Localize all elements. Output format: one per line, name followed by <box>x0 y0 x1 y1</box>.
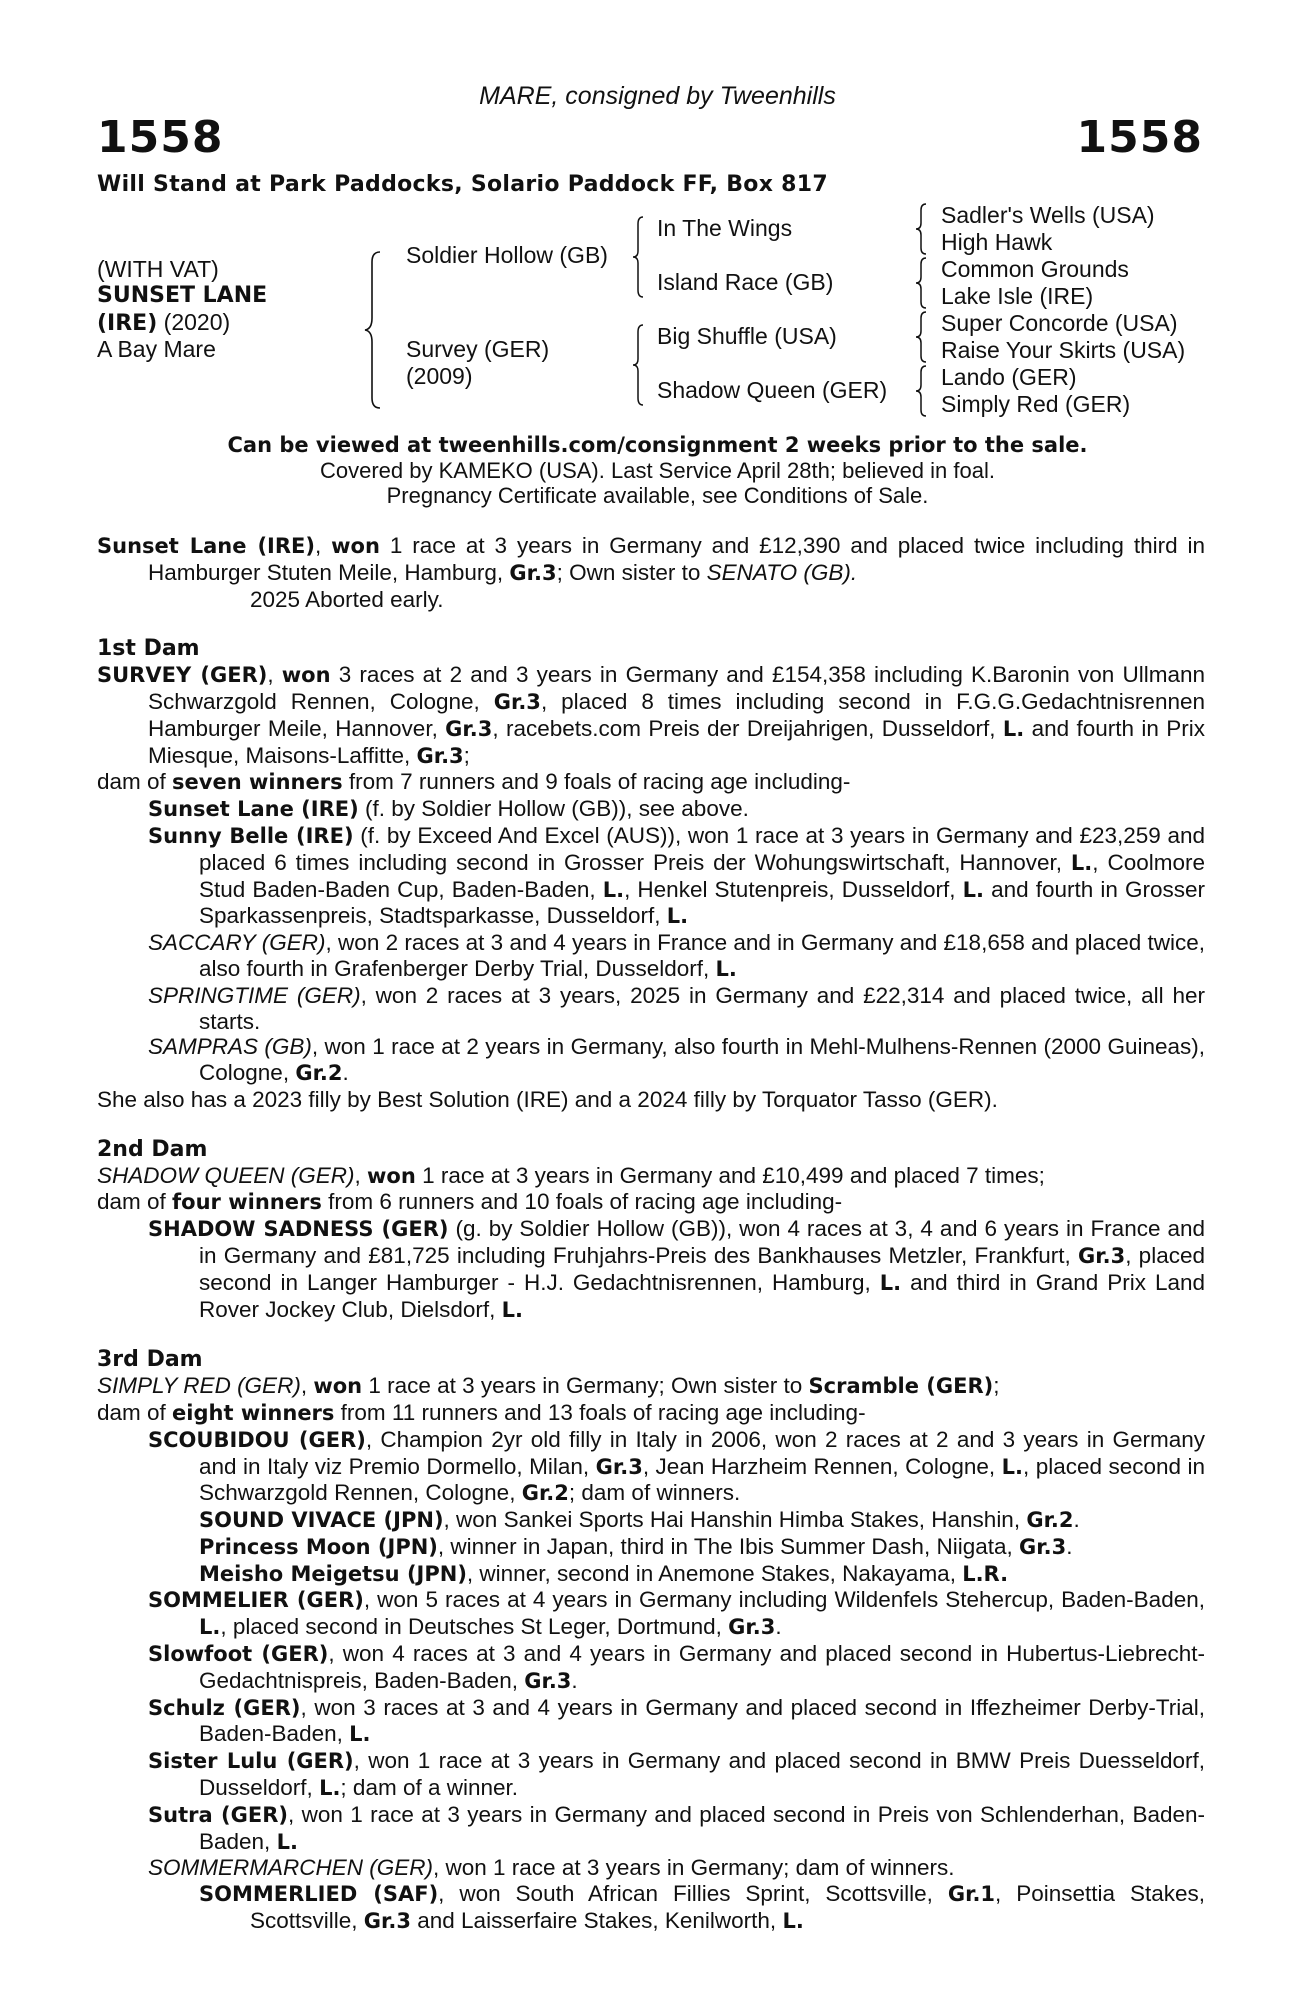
first-dam-produce-line <box>97 769 1205 796</box>
produce-schulz <box>148 1695 1205 1749</box>
bracket-sire <box>630 215 646 299</box>
third-dam-damof: dam of <box>97 1399 173 1425</box>
sire-sire: In The Wings <box>657 215 793 241</box>
pedigree-body <box>97 533 1205 1935</box>
produce-scoubidou <box>148 1427 1205 1507</box>
granddam-4: Simply Red (GER) <box>941 391 1131 417</box>
consignor-line: MARE, consigned by Tweenhills <box>479 82 836 110</box>
third-dam-won: won <box>313 1374 363 1399</box>
sire-name: Soldier Hollow (GB) <box>406 242 608 268</box>
produce-text: . <box>571 1667 578 1693</box>
produce-text: . <box>342 1060 349 1086</box>
first-dam-heading: 1st Dam <box>97 636 200 662</box>
second-dam-paragraph: SHADOW QUEEN (GER), won 1 race at 3 years in Germany and £10,499 and placed 7 times; <box>97 1162 1045 1188</box>
dam-sire: Big Shuffle (USA) <box>657 323 837 349</box>
bracket-g1 <box>914 202 928 256</box>
third-dam-winners: eight winners <box>172 1400 335 1425</box>
third-dam-sister: Scramble (GER) <box>808 1374 994 1399</box>
listed-label: L. <box>879 1270 902 1295</box>
dam-name: Survey (GER) <box>406 336 550 362</box>
produce-springtime <box>148 983 1205 1035</box>
horse-name-country-year <box>97 309 230 337</box>
pregnancy-note: Pregnancy Certificate available, see Conditions of Sale. <box>386 483 929 508</box>
second-dam-produce-line <box>97 1189 1205 1216</box>
first-dam-text-5: ; <box>463 742 470 768</box>
produce-text: . <box>1066 1533 1073 1559</box>
viewing-note: Can be viewed at tweenhills.com/consignment 2 weeks prior to the sale. <box>227 433 1088 457</box>
produce-text: , Henkel Stutenpreis, Dusseldorf, <box>624 876 963 902</box>
produce-text: , Jean Harzheim Rennen, Cologne, <box>642 1453 1002 1479</box>
listed-label: L. <box>715 956 737 981</box>
produce-text: ; dam of winners. <box>568 1480 741 1506</box>
grade-label: Gr.2 <box>1026 1508 1074 1533</box>
produce-name: Sunny Belle (IRE) <box>148 823 354 848</box>
bracket-main <box>362 250 384 410</box>
produce-text: , won 5 races at 4 years in Germany including Wildenfels Stehercup, Baden-Baden, <box>363 1587 1205 1613</box>
grandsire-4: Lando (GER) <box>941 364 1077 390</box>
listed-label: L. <box>199 1615 221 1640</box>
produce-name: SCOUBIDOU (GER) <box>148 1427 366 1452</box>
produce-name: SOUND VIVACE (JPN) <box>199 1508 444 1533</box>
produce-name: SOMMERLIED (SAF) <box>199 1882 439 1907</box>
first-dam-listed: L. <box>1002 716 1025 741</box>
listed-label: L. <box>349 1722 371 1747</box>
produce-name: Sister Lulu (GER) <box>148 1749 354 1774</box>
produce-text: , won 1 race at 3 years in Germany and placed second in BMW Preis Duesseldorf, Dusseldorf, <box>199 1748 1205 1801</box>
produce-name: Sunset Lane (IRE) <box>148 797 359 822</box>
listed-label: L. <box>602 877 625 902</box>
produce-sommelier <box>148 1587 1205 1641</box>
produce-saccary <box>148 930 1205 983</box>
produce-name: Slowfoot (GER) <box>148 1642 329 1667</box>
produce-text: and Laisserfaire Stakes, Kenilworth, <box>411 1908 783 1934</box>
produce-text: , Coolmore Stud Baden-Baden Cup, Baden-Baden, <box>199 849 1205 902</box>
produce-text: . <box>775 1614 782 1640</box>
listed-label: L.R. <box>962 1561 1009 1586</box>
produce-text: and fourth in Grosser Sparkassenpreis, Stadtsparkasse, Dusseldorf, <box>199 876 1205 929</box>
produce-sunset-lane <box>148 796 1205 823</box>
produce-text: , placed second in Langer Hamburger - H.J. Gedachtnisrennen, Hamburg, <box>199 1242 1205 1295</box>
produce-sutra <box>148 1802 1205 1856</box>
dam-year: (2009) <box>406 363 473 389</box>
produce-name: SACCARY (GER) <box>148 930 326 956</box>
intro-sister: SENATO (GB). <box>706 559 858 585</box>
vat-note: (WITH VAT) <box>97 256 219 282</box>
lot-number-right: 1558 <box>1076 112 1203 163</box>
listed-label: L. <box>276 1829 298 1854</box>
produce-text: , won South African Fillies Sprint, Scottsville, <box>438 1881 948 1907</box>
produce-name: SAMPRAS (GB) <box>148 1034 312 1060</box>
bracket-dam <box>630 323 646 407</box>
horse-year: (2020) <box>157 309 231 335</box>
produce-text: , Champion 2yr old filly in Italy in 2006, won 2 races at 2 and 3 years in Germany and in Italy viz Premio Dormello, Milan, <box>199 1426 1205 1479</box>
second-dam-damof: dam of <box>97 1189 173 1215</box>
dam-dam: Shadow Queen (GER) <box>657 377 888 403</box>
produce-text: (g. by Soldier Hollow (GB)), won 4 races at 3, 4 and 6 years in France and in Germany and £81,725 including Fruhjahrs-Preis des Bankhauses Metzler, Frankfurt, <box>199 1216 1205 1268</box>
grade-label: Gr.3 <box>524 1668 572 1693</box>
produce-text: . <box>1073 1507 1080 1533</box>
grade-label: Gr.1 <box>947 1882 996 1907</box>
first-dam-name: SURVEY (GER) <box>97 663 268 688</box>
third-dam-text: 1 race at 3 years in Germany; Own sister to <box>362 1373 809 1399</box>
lot-number-left: 1558 <box>97 112 224 163</box>
sire-dam: Island Race (GB) <box>657 269 834 295</box>
first-dam-runners: from 7 runners and 9 foals of racing age including- <box>342 769 851 795</box>
intro-won: won <box>331 534 380 558</box>
produce-name: Meisho Meigetsu (JPN) <box>199 1561 467 1586</box>
second-dam-text: 1 race at 3 years in Germany and £10,499 and placed 7 times; <box>415 1162 1045 1188</box>
produce-text: , won 1 race at 2 years in Germany, also fourth in Mehl-Mulhens-Rennen (2000 Guineas), Cologne, <box>199 1034 1205 1086</box>
produce-text: (f. by Exceed And Excel (AUS)), won 1 race at 3 years in Germany and £23,259 and placed 6 times including second in Grosser Preis der Wohungswirtschaft, Hannover, <box>199 822 1205 875</box>
produce-sister-lulu <box>148 1748 1205 1802</box>
produce-princess-moon <box>199 1534 1205 1561</box>
grade-label: Gr.3 <box>363 1909 411 1934</box>
second-dam-won: won <box>367 1163 416 1188</box>
third-dam-runners: from 11 runners and 13 foals of racing age including- <box>334 1399 866 1425</box>
produce-name: Princess Moon (JPN) <box>199 1534 438 1559</box>
grade-label: Gr.3 <box>595 1454 643 1479</box>
listed-label: L. <box>962 877 984 902</box>
listed-label: L. <box>782 1909 804 1934</box>
bracket-g4 <box>914 364 928 418</box>
grandsire-1: Sadler's Wells (USA) <box>941 202 1155 228</box>
third-dam-paragraph: SIMPLY RED (GER), won 1 race at 3 years in Germany; Own sister to Scramble (GER); <box>97 1373 1000 1399</box>
produce-text: , won 2 races at 3 years, 2025 in Germany and £22,314 and placed twice, all her starts. <box>199 982 1205 1034</box>
third-dam-heading: 3rd Dam <box>97 1347 203 1373</box>
granddam-1: High Hawk <box>941 229 1053 255</box>
produce-text: , Poinsettia Stakes, Scottsville, <box>250 1881 1205 1934</box>
third-dam-name: SIMPLY RED (GER) <box>97 1373 301 1399</box>
first-dam-grade-2: Gr.3 <box>445 716 493 741</box>
produce-text: , winner in Japan, third in The Ibis Summer Dash, Niigata, <box>437 1533 1019 1559</box>
produce-text: , placed second in Deutsches St Leger, Dortmund, <box>220 1614 729 1640</box>
horse-description: A Bay Mare <box>97 336 216 362</box>
horse-country: (IRE) <box>97 311 158 336</box>
first-dam-text-4: and fourth in Prix Miesque, Maisons-Laffitte, <box>148 715 1205 768</box>
intro-text-2: ; Own sister to <box>556 559 707 585</box>
grandsire-3: Super Concorde (USA) <box>941 310 1178 336</box>
first-dam-also-note: She also has a 2023 filly by Best Solution (IRE) and a 2024 filly by Torquator Tasso (GER). <box>97 1086 998 1112</box>
produce-slowfoot <box>148 1641 1205 1695</box>
second-dam-heading: 2nd Dam <box>97 1136 208 1162</box>
produce-meisho-meigetsu <box>199 1561 1205 1588</box>
grade-label: Gr.3 <box>1019 1534 1067 1559</box>
intro-horse-name: Sunset Lane (IRE) <box>97 534 315 558</box>
first-dam-winners: seven winners <box>172 770 343 795</box>
intro-paragraph: Sunset Lane (IRE), won 1 race at 3 years in Germany and £12,390 and placed twice including third in Hamburger Stuten Meile, Hamburg, Gr.3; Own sister to SENATO (GB). <box>97 533 1205 585</box>
grade-label: Gr.3 <box>1078 1243 1126 1268</box>
produce-text: , won 3 races at 3 and 4 years in Germany and placed second in Iffezheimer Derby-Trial, Baden-Baden, <box>199 1694 1205 1747</box>
produce-text: , won 2 races at 3 and 4 years in France and in Germany and £18,658 and placed twice, also fourth in Grafenberger Derby Trial, Dusseldorf, <box>199 930 1206 981</box>
grandsire-2: Common Grounds <box>941 256 1129 282</box>
produce-shadow-sadness <box>148 1216 1205 1323</box>
produce-text: and third in Grand Prix Land Rover Jockey Club, Dielsdorf, <box>199 1269 1206 1322</box>
second-dam-runners: from 6 runners and 10 foals of racing age including- <box>321 1189 843 1215</box>
intro-text-1: 1 race at 3 years in Germany and £12,390 and placed twice including third in Hamburger Stuten Meile, Hamburg, <box>148 533 1205 585</box>
bracket-g3 <box>914 310 928 364</box>
produce-name: Sutra (GER) <box>148 1802 289 1827</box>
granddam-2: Lake Isle (IRE) <box>941 283 1094 309</box>
covered-note: Covered by KAMEKO (USA). Last Service April 28th; believed in foal. <box>320 458 995 483</box>
grade-label: Gr.2 <box>521 1481 569 1506</box>
listed-label: L. <box>666 904 689 929</box>
listed-label: L. <box>1001 1454 1023 1479</box>
produce-text: (f. by Soldier Hollow (GB)), see above. <box>358 796 749 822</box>
first-dam-text-3: , racebets.com Preis der Dreijahrigen, Dusseldorf, <box>492 715 1003 741</box>
first-dam-damof: dam of <box>97 769 173 795</box>
listed-label: L. <box>501 1297 523 1322</box>
listed-label: L. <box>1070 850 1093 875</box>
produce-sampras <box>148 1034 1205 1087</box>
intro-aborted: 2025 Aborted early. <box>250 586 444 612</box>
produce-sommerlied <box>199 1881 1205 1935</box>
first-dam-paragraph: SURVEY (GER), won 3 races at 2 and 3 years in Germany and £154,358 including K.Baronin von Ullmann Schwarzgold Rennen, Cologne, Gr.3, placed 8 times including second in F.G.G.Gedachtnisrennen Hamburger Meile, Hannover, Gr.3, racebets.com Preis der Dreijahrigen, Dusseldorf, L. and fourth in Prix Miesque, Maisons-Laffitte, Gr.3; <box>97 662 1205 768</box>
produce-text: , won 1 race at 3 years in Germany; dam of winners. <box>433 1855 955 1881</box>
grade-label: Gr.2 <box>295 1061 343 1086</box>
produce-name: SPRINGTIME (GER) <box>148 982 361 1008</box>
third-dam-text-2: ; <box>993 1373 1000 1399</box>
produce-text: , placed second in Schwarzgold Rennen, Cologne, <box>199 1453 1205 1506</box>
first-dam-grade-1: Gr.3 <box>493 689 541 714</box>
produce-text: ; dam of a winner. <box>340 1775 519 1801</box>
produce-text: , winner, second in Anemone Stakes, Nakayama, <box>466 1560 963 1586</box>
second-dam-winners: four winners <box>172 1190 322 1215</box>
produce-text: , won Sankei Sports Hai Hanshin Himba Stakes, Hanshin, <box>443 1507 1027 1533</box>
stabling-line: Will Stand at Park Paddocks, Solario Paddock FF, Box 817 <box>97 172 828 197</box>
horse-name: SUNSET LANE <box>97 283 268 308</box>
produce-sound-vivace <box>199 1507 1205 1534</box>
produce-sommermarchen <box>148 1855 1205 1881</box>
second-dam-name: SHADOW QUEEN (GER) <box>97 1162 355 1188</box>
produce-name: SHADOW SADNESS (GER) <box>148 1217 449 1242</box>
first-dam-grade-3: Gr.3 <box>416 743 464 768</box>
third-dam-produce-line <box>97 1400 1205 1427</box>
produce-text: , won 4 races at 3 and 4 years in Germany and placed second in Hubertus-Liebrecht-Gedachtnispreis, Baden-Baden, <box>199 1641 1205 1693</box>
granddam-3: Raise Your Skirts (USA) <box>941 337 1186 363</box>
produce-sunny-belle <box>148 823 1205 930</box>
produce-name: SOMMERMARCHEN (GER) <box>148 1855 433 1881</box>
bracket-g2 <box>914 256 928 310</box>
grade-label: Gr.3 <box>728 1615 776 1640</box>
first-dam-text-2: , placed 8 times including second in F.G.G.Gedachtnisrennen Hamburger Meile, Hannover, <box>148 688 1205 741</box>
produce-name: SOMMELIER (GER) <box>148 1588 364 1613</box>
intro-grade: Gr.3 <box>509 560 557 585</box>
produce-text: , won 1 race at 3 years in Germany and placed second in Preis von Schlenderhan, Baden-Baden, <box>199 1801 1205 1854</box>
first-dam-text-1: 3 races at 2 and 3 years in Germany and £154,358 including K.Baronin von Ullmann Schwarzgold Rennen, Cologne, <box>148 662 1205 714</box>
listed-label: L. <box>319 1776 341 1801</box>
first-dam-won: won <box>281 663 331 688</box>
produce-name: Schulz (GER) <box>148 1695 301 1720</box>
